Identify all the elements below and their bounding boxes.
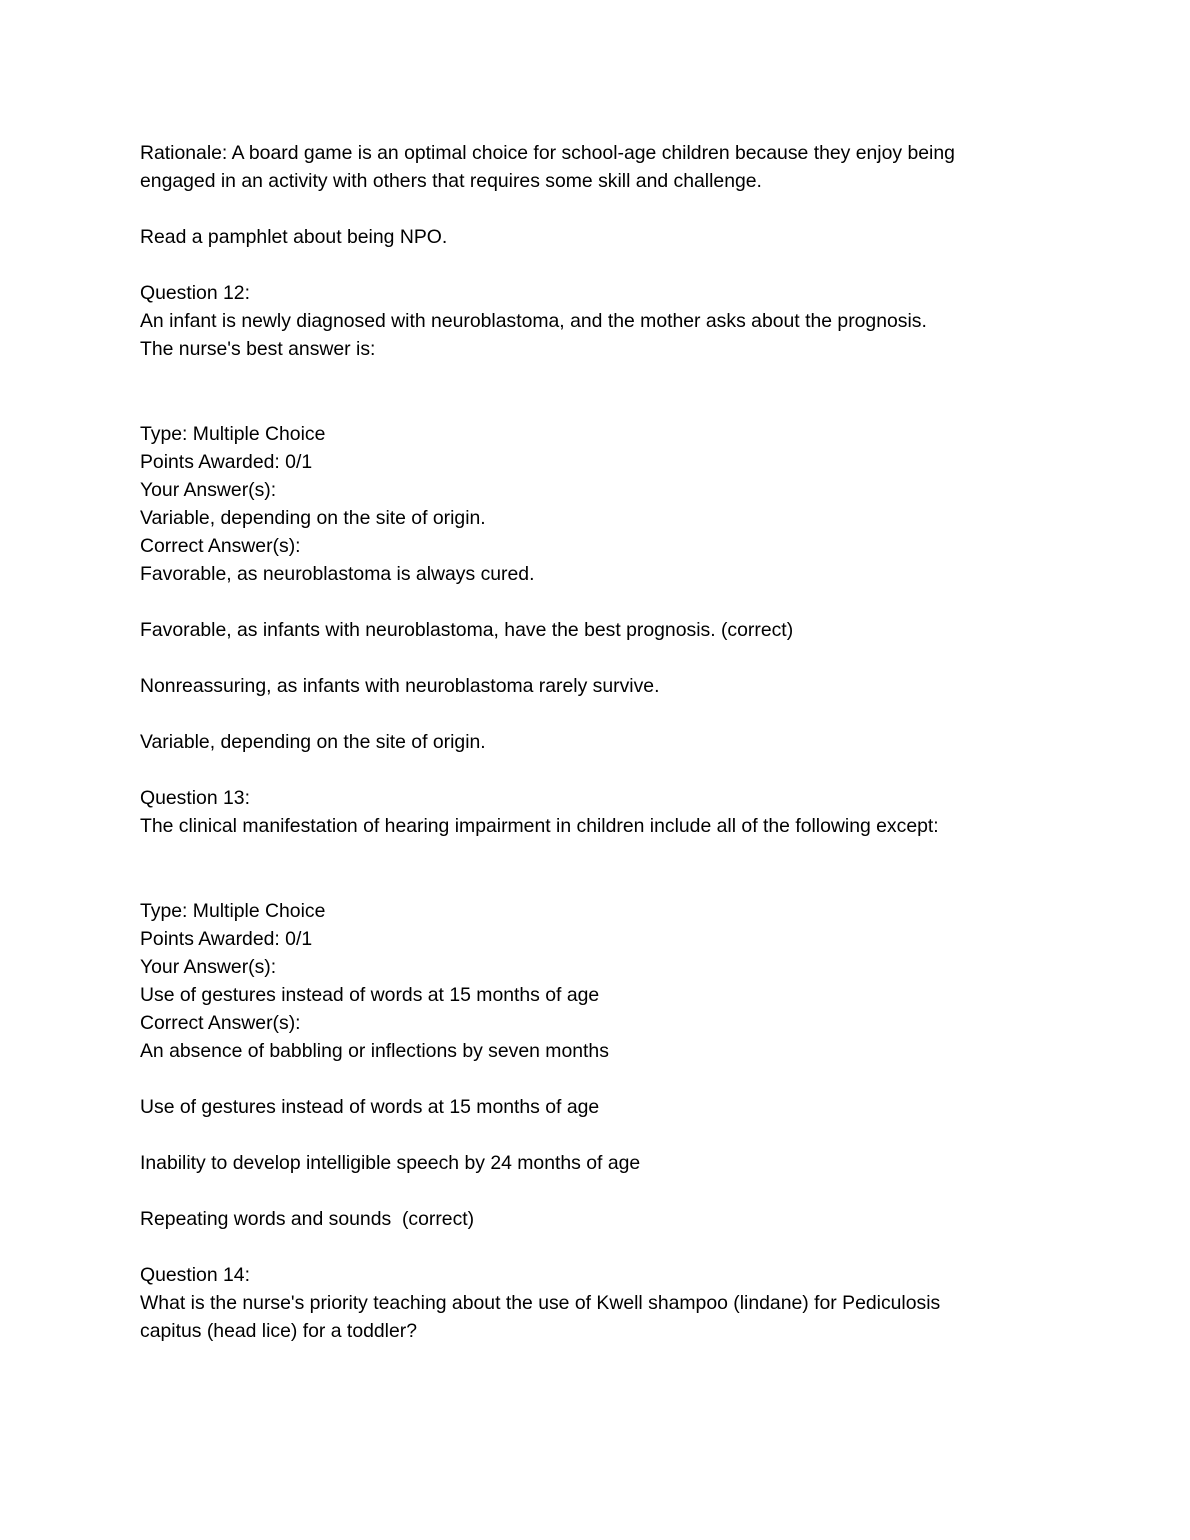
correct-answer-label: Correct Answer(s): xyxy=(140,535,301,557)
question-label: Question 14: xyxy=(140,1264,250,1286)
question-type: Type: Multiple Choice xyxy=(140,423,326,445)
answer-option-text: Use of gestures instead of words at 15 months of age xyxy=(140,1096,600,1118)
answer-option-text: Read a pamphlet about being NPO. xyxy=(140,226,448,248)
question-13-result-block xyxy=(140,897,1130,1065)
answer-option-text: Variable, depending on the site of origin. xyxy=(140,731,486,753)
previous-question-correct-option xyxy=(140,223,1130,251)
question-12-heading xyxy=(140,279,1130,363)
correct-answer-value: Favorable, as neuroblastoma is always cured. xyxy=(140,563,535,585)
answer-option-text: Favorable, as infants with neuroblastoma, have the best prognosis. (correct) xyxy=(140,619,794,641)
question-stem-line: An infant is newly diagnosed with neuroblastoma, and the mother asks about the prognosis. xyxy=(140,310,927,332)
answer-option xyxy=(140,1149,1130,1177)
answer-option xyxy=(140,728,1130,756)
your-answer-label: Your Answer(s): xyxy=(140,479,277,501)
rationale-text-line: Rationale: A board game is an optimal choice for school-age children because they enjoy being xyxy=(140,142,955,164)
answer-option xyxy=(140,1093,1130,1121)
your-answer-value: Variable, depending on the site of origin. xyxy=(140,507,486,529)
question-label: Question 12: xyxy=(140,282,250,304)
question-13-heading xyxy=(140,784,1130,840)
answer-option-text: Repeating words and sounds (correct) xyxy=(140,1208,475,1230)
rationale-text-line: engaged in an activity with others that requires some skill and challenge. xyxy=(140,170,762,192)
question-stem-line: capitus (head lice) for a toddler? xyxy=(140,1320,418,1342)
answer-option xyxy=(140,672,1130,700)
question-12-result-block xyxy=(140,420,1130,588)
points-awarded: Points Awarded: 0/1 xyxy=(140,451,313,473)
points-awarded: Points Awarded: 0/1 xyxy=(140,928,313,950)
question-stem-line: The nurse's best answer is: xyxy=(140,338,376,360)
correct-answer-value: An absence of babbling or inflections by seven months xyxy=(140,1040,609,1062)
previous-question-rationale xyxy=(140,139,1130,195)
your-answer-label: Your Answer(s): xyxy=(140,956,277,978)
question-stem-line: The clinical manifestation of hearing impairment in children include all of the following except: xyxy=(140,815,939,837)
question-type: Type: Multiple Choice xyxy=(140,900,326,922)
question-14-heading xyxy=(140,1261,1130,1345)
your-answer-value: Use of gestures instead of words at 15 months of age xyxy=(140,984,600,1006)
answer-option xyxy=(140,616,1130,644)
answer-option xyxy=(140,1205,1130,1233)
question-label: Question 13: xyxy=(140,787,250,809)
answer-option-text: Nonreassuring, as infants with neuroblastoma rarely survive. xyxy=(140,675,660,697)
answer-option-text: Inability to develop intelligible speech by 24 months of age xyxy=(140,1152,641,1174)
correct-answer-label: Correct Answer(s): xyxy=(140,1012,301,1034)
question-stem-line: What is the nurse's priority teaching about the use of Kwell shampoo (lindane) for Pediculosis xyxy=(140,1292,941,1314)
